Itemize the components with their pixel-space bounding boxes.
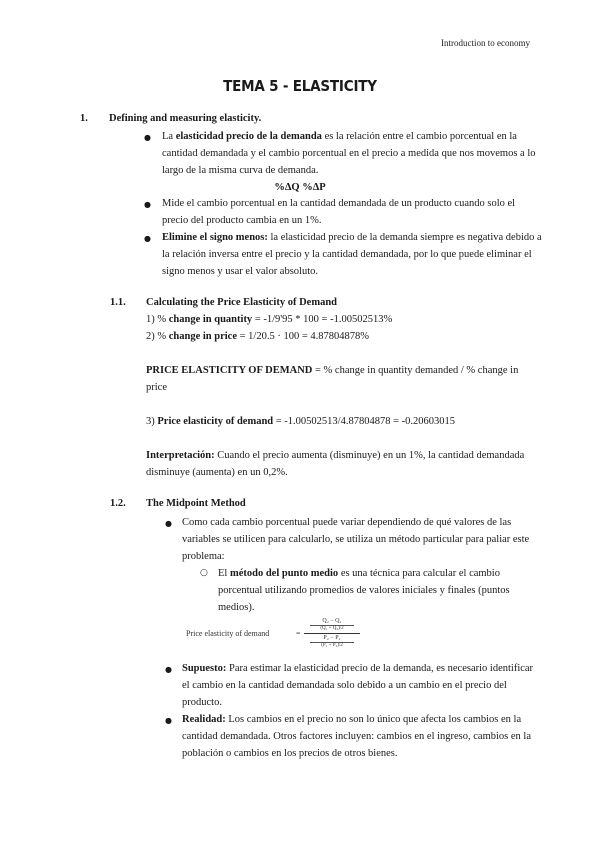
subsection-title: The Midpoint Method xyxy=(146,498,246,509)
paragraph-line: medios). xyxy=(218,602,255,613)
paragraph-line: variables se utilicen para calcularlo, se utiliza un método particular para paliar este xyxy=(182,534,530,545)
bullet-icon: ● xyxy=(144,133,151,142)
paragraph-line: porcentual utilizando promedios de valores iniciales y finales (puntos xyxy=(218,585,510,596)
calc-line: 3) Price elasticity of demand = -1.00502513/4.87804878 = -0.20603015 xyxy=(146,416,456,427)
interpretation-line: Interpretación: Cuando el precio aumenta (disminuye) en un 1%, la cantidad demandada xyxy=(146,450,525,461)
paragraph-line: Realidad: Los cambios en el precio no son lo único que afecta los cambios en la xyxy=(182,714,522,725)
interpretation-line: disminuye (aumenta) en un 0,2%. xyxy=(146,467,288,478)
section-title: Defining and measuring elasticity. xyxy=(109,113,262,124)
paragraph-line: Elimine el signo menos: la elasticidad precio de la demanda siempre es negativa debido a xyxy=(162,232,542,243)
bullet-icon: ● xyxy=(165,519,172,528)
formula-num-top: Q₂ − Q₁ xyxy=(322,618,342,624)
formula-den-bot: (P₁ + P₂)/2 xyxy=(321,643,343,648)
paragraph-line: cantidad demandada y el cambio porcentual en el precio a medida que nos movemos a lo xyxy=(162,148,536,159)
paragraph-line: Supuesto: Para estimar la elasticidad precio de la demanda, es necesario identificar xyxy=(182,663,534,674)
formula: %ΔQ %ΔP xyxy=(274,182,326,193)
bullet-icon: ● xyxy=(165,716,172,725)
formula-label: Price elasticity of demand xyxy=(186,629,270,638)
bullet-icon: ● xyxy=(144,200,151,209)
circle-bullet-icon: ○ xyxy=(200,568,208,578)
paragraph-line: La elasticidad precio de la demanda es la relación entre el cambio porcentual en la xyxy=(162,131,517,142)
section-number: 1. xyxy=(80,113,88,124)
subsection-number: 1.2. xyxy=(110,498,126,509)
paragraph-line: largo de la misma curva de demanda. xyxy=(162,165,319,176)
paragraph-line: cantidad demandada. Otros factores incluyen: cambios en el ingreso, cambios en la xyxy=(182,731,532,742)
page-title: TEMA 5 - ELASTICITY xyxy=(223,77,377,95)
paragraph-line: Como cada cambio porcentual puede variar dependiendo de qué valores de las xyxy=(182,517,512,528)
formula-num-bot: (Q₁ + Q₂)/2 xyxy=(320,626,344,631)
definition-line: PRICE ELASTICITY OF DEMAND = % change in quantity demanded / % change in xyxy=(146,365,519,376)
bullet-icon: ● xyxy=(144,234,151,243)
paragraph-line: El método del punto medio es una técnica para calcular el cambio xyxy=(218,568,500,579)
subsection-number: 1.1. xyxy=(110,297,126,308)
paragraph-line: problema: xyxy=(182,551,225,562)
paragraph-line: signo menos y usar el valor absoluto. xyxy=(162,266,319,277)
calc-line: 2) % change in price = 1/20.5 · 100 = 4.87804878% xyxy=(146,331,370,342)
calc-line: 1) % change in quantity = -1/9'95 * 100 = -1.00502513% xyxy=(146,314,393,325)
paragraph-line: población o cambios en los precios de otros bienes. xyxy=(182,748,398,759)
paragraph-line: el cambio en la cantidad demandada solo debido a un cambio en el precio del xyxy=(182,680,507,691)
paragraph-line: producto. xyxy=(182,697,222,708)
subsection-title: Calculating the Price Elasticity of Demand xyxy=(146,297,338,308)
bullet-icon: ● xyxy=(165,665,172,674)
definition-line: price xyxy=(146,382,167,393)
paragraph-line: precio del producto cambia en un 1%. xyxy=(162,215,322,226)
formula-den-top: P₂ − P₁ xyxy=(323,635,341,641)
midpoint-formula xyxy=(186,618,366,654)
running-header: Introduction to economy xyxy=(441,38,530,48)
formula-equals: = xyxy=(296,629,301,638)
paragraph-line: Mide el cambio porcentual en la cantidad demandada de un producto cuando solo el xyxy=(162,198,516,209)
paragraph-line: la relación inversa entre el precio y la cantidad demandada, por lo que puede eliminar el xyxy=(162,249,532,260)
